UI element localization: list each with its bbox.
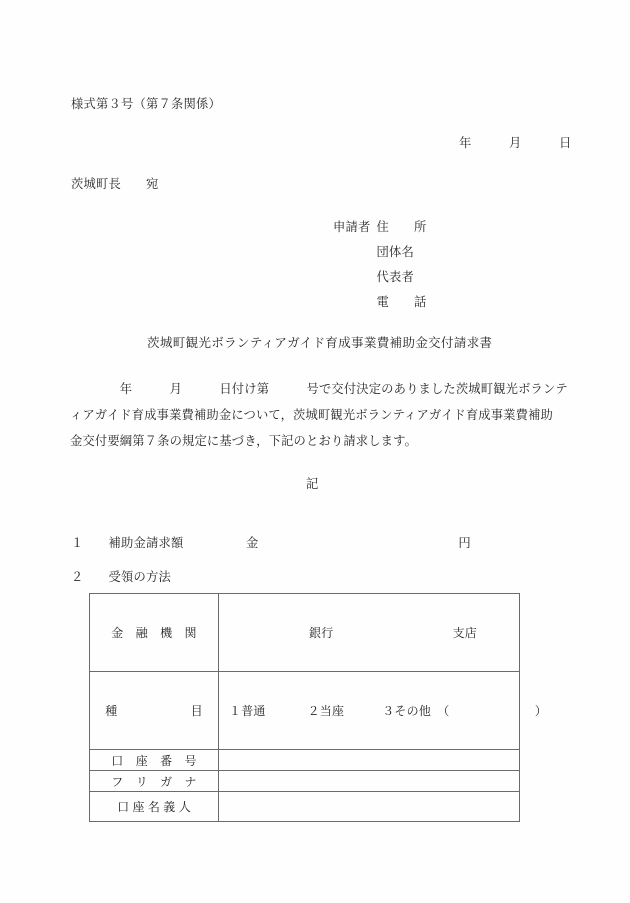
row-value-account-type[interactable] — [219, 672, 548, 750]
applicant-label: 申請者 — [333, 220, 371, 234]
applicant-field-address: 住 所 — [376, 220, 427, 234]
option-current-account[interactable]: ２当座 — [307, 704, 345, 718]
applicant-field-telephone: 電 話 — [376, 295, 427, 309]
item-receipt-method: ２ 受領の方法 — [71, 570, 171, 584]
row-label-account-holder: 口 座 名 義 人 — [90, 792, 219, 822]
body-line-1: 年 月 日付け第 号で交付決定のありました茨城町観光ボランテ — [70, 382, 568, 396]
table-row — [90, 771, 520, 792]
table-row — [90, 792, 520, 822]
bank-word: 銀行 — [309, 626, 334, 640]
row-label-financial-institution: 金 融 機 関 — [90, 594, 219, 672]
table-row — [90, 672, 520, 750]
applicant-field-organization: 団体名 — [376, 245, 414, 259]
branch-word: 支店 — [452, 626, 477, 640]
option-ordinary-account[interactable]: １普通 — [229, 704, 266, 718]
bank-account-table — [89, 593, 548, 822]
table-row — [90, 750, 520, 771]
ki-marker: 記 — [306, 477, 319, 491]
row-value-account-holder[interactable] — [219, 792, 520, 822]
item-subsidy-amount: １ 補助金請求額 金 円 — [71, 536, 471, 550]
document-title: 茨城町観光ボランティアガイド育成事業費補助金交付請求書 — [147, 336, 493, 350]
option-other-account[interactable]: ３その他 （ ） — [382, 704, 548, 718]
body-paragraph — [70, 379, 568, 457]
row-label-furigana: フ リ ガ ナ — [90, 771, 219, 792]
body-line-3: 金交付要綱第７条の規定に基づき，下記のとおり請求します。 — [70, 434, 418, 448]
body-line-2: ィアガイド育成事業費補助金について，茨城町観光ボランティアガイド育成事業費補助 — [70, 408, 553, 422]
applicant-fields — [371, 217, 427, 310]
form-number: 様式第３号（第７条関係） — [71, 97, 221, 111]
row-value-financial-institution[interactable] — [219, 594, 520, 672]
row-value-account-number[interactable] — [219, 750, 520, 771]
date-line: 年 月 日 — [459, 136, 572, 150]
row-value-furigana[interactable] — [219, 771, 520, 792]
row-label-account-number: 口 座 番 号 — [90, 750, 219, 771]
table-row — [90, 594, 520, 672]
row-label-account-type: 種 目 — [90, 672, 219, 750]
addressee-line: 茨城町長 宛 — [71, 177, 159, 191]
applicant-field-representative: 代表者 — [376, 270, 414, 284]
applicant-block — [333, 217, 427, 310]
